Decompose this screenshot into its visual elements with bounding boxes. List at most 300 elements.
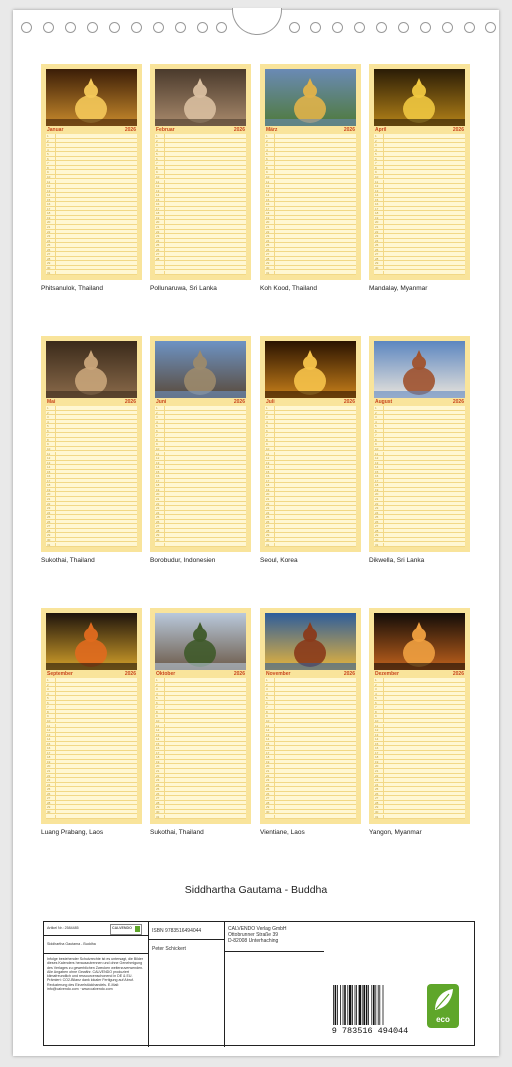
month-name: Oktober xyxy=(156,671,176,677)
day-number: 30 xyxy=(47,265,51,270)
month-august xyxy=(369,336,470,552)
day-number: 19 xyxy=(375,487,379,492)
day-number: 3 xyxy=(156,143,158,148)
day-number: 11 xyxy=(375,179,379,184)
binding-ring xyxy=(354,22,365,33)
day-number: 13 xyxy=(47,460,51,465)
day-number: 17 xyxy=(47,206,51,211)
day-number: 20 xyxy=(156,764,160,769)
day-number: 5 xyxy=(156,152,158,157)
day-number: 17 xyxy=(47,750,51,755)
day-number: 7 xyxy=(47,161,49,166)
day-number: 6 xyxy=(375,428,377,433)
day-number: 14 xyxy=(156,193,160,198)
photo-caption: Dikwella, Sri Lanka xyxy=(369,557,425,564)
day-number: 10 xyxy=(47,174,51,179)
month-mai xyxy=(41,336,142,552)
day-divider xyxy=(164,815,165,820)
day-number: 19 xyxy=(266,215,270,220)
day-number: 6 xyxy=(266,156,268,161)
day-number: 19 xyxy=(266,759,270,764)
day-number: 1 xyxy=(266,678,268,682)
company-address: CALVENDO Verlag GmbH Ottobrunner Straße 39 D-82008 Unterhaching xyxy=(225,922,324,952)
photo-caption: Yangon, Myanmar xyxy=(369,829,422,836)
day-number: 26 xyxy=(266,247,270,252)
day-number: 24 xyxy=(47,238,51,243)
barcode-bar xyxy=(349,985,351,1025)
day-number: 11 xyxy=(47,723,51,728)
day-number: 3 xyxy=(156,687,158,692)
day-number: 23 xyxy=(156,778,160,783)
day-number: 17 xyxy=(266,750,270,755)
day-number: 5 xyxy=(375,152,377,157)
day-divider xyxy=(383,271,384,276)
day-number: 21 xyxy=(47,225,51,229)
day-number: 9 xyxy=(266,714,268,719)
day-number: 18 xyxy=(47,755,51,760)
day-number: 15 xyxy=(156,469,160,474)
day-number: 12 xyxy=(266,728,270,733)
day-number: 27 xyxy=(156,524,160,529)
month-year: 2026 xyxy=(124,399,136,405)
month-header xyxy=(265,127,356,134)
day-number: 25 xyxy=(47,787,51,792)
day-number: 30 xyxy=(266,809,270,814)
day-number: 14 xyxy=(266,737,270,742)
day-number: 23 xyxy=(375,506,379,511)
eco-badge xyxy=(427,984,459,1028)
barcode-bar xyxy=(373,985,375,1025)
day-number: 23 xyxy=(47,234,51,239)
article-number-cell xyxy=(44,922,149,936)
day-number: 5 xyxy=(375,696,377,701)
day-number: 19 xyxy=(375,759,379,764)
day-number: 15 xyxy=(375,469,379,474)
day-number: 25 xyxy=(156,787,160,792)
day-number: 12 xyxy=(375,184,379,189)
day-number: 22 xyxy=(266,229,270,234)
day-number: 25 xyxy=(156,243,160,248)
leaf-icon xyxy=(427,984,459,1016)
binding-ring xyxy=(464,22,475,33)
day-number: 22 xyxy=(47,229,51,234)
day-number: 29 xyxy=(47,533,51,538)
month-photo xyxy=(374,341,465,398)
binding-ring xyxy=(175,22,186,33)
day-number: 24 xyxy=(266,238,270,243)
day-number: 10 xyxy=(266,718,270,723)
day-number: 25 xyxy=(266,787,270,792)
day-number: 6 xyxy=(47,700,49,705)
day-number: 10 xyxy=(375,174,379,179)
day-number: 13 xyxy=(156,460,160,465)
publisher-info-box xyxy=(43,921,475,1046)
day-number: 27 xyxy=(375,524,379,529)
day-number: 11 xyxy=(266,179,270,184)
day-divider xyxy=(383,815,384,820)
day-number: 24 xyxy=(47,782,51,787)
day-row xyxy=(374,271,465,276)
day-number: 10 xyxy=(375,718,379,723)
day-number: 7 xyxy=(375,705,377,710)
day-number: 12 xyxy=(156,456,160,461)
day-number: 23 xyxy=(266,234,270,239)
day-row xyxy=(374,543,465,548)
day-number: 21 xyxy=(47,769,51,773)
day-number: 8 xyxy=(375,165,377,170)
binding-ring xyxy=(153,22,164,33)
month-header xyxy=(155,127,246,134)
day-number: 6 xyxy=(375,700,377,705)
day-number: 21 xyxy=(375,225,379,229)
day-number: 29 xyxy=(47,805,51,810)
day-number: 10 xyxy=(266,446,270,451)
day-grid xyxy=(265,406,356,547)
day-number: 9 xyxy=(156,714,158,719)
day-number: 18 xyxy=(375,211,379,216)
day-number: 18 xyxy=(266,483,270,488)
month-header xyxy=(374,671,465,678)
day-number: 26 xyxy=(156,247,160,252)
day-number: 7 xyxy=(156,705,158,710)
day-number: 14 xyxy=(375,737,379,742)
day-number: 10 xyxy=(156,174,160,179)
day-number: 3 xyxy=(47,687,49,692)
author-cell xyxy=(149,940,225,1047)
day-number: 21 xyxy=(375,769,379,773)
day-number: 3 xyxy=(156,415,158,420)
photo-caption: Borobudur, Indonesien xyxy=(150,557,216,564)
binding-ring xyxy=(289,22,300,33)
day-number: 14 xyxy=(266,193,270,198)
day-number: 5 xyxy=(375,424,377,429)
day-number: 13 xyxy=(266,188,270,193)
day-number: 2 xyxy=(156,682,158,687)
day-number: 28 xyxy=(156,800,160,805)
day-number: 17 xyxy=(375,206,379,211)
barcode-bar xyxy=(340,985,341,1025)
day-number: 25 xyxy=(266,243,270,248)
month-name: März xyxy=(266,127,278,133)
day-number: 6 xyxy=(156,700,158,705)
month-juni xyxy=(150,336,251,552)
day-number: 5 xyxy=(266,424,268,429)
month-september xyxy=(41,608,142,824)
day-number: 15 xyxy=(156,741,160,746)
day-number: 3 xyxy=(375,415,377,420)
binding-ring xyxy=(376,22,387,33)
day-number: 3 xyxy=(375,143,377,148)
day-number: 5 xyxy=(156,424,158,429)
barcode-bar xyxy=(362,985,363,1025)
day-number: 15 xyxy=(47,197,51,202)
month-year: 2026 xyxy=(124,671,136,677)
day-number: 6 xyxy=(47,428,49,433)
day-number: 9 xyxy=(156,442,158,447)
day-number: 2 xyxy=(266,138,268,143)
barcode-bar xyxy=(371,985,372,1025)
day-number: 4 xyxy=(375,691,377,696)
binding-ring xyxy=(131,22,142,33)
day-number: 28 xyxy=(156,256,160,261)
legal-text: Infolge bestehender Schutzrechte ist es untersagt, die Bilder dieses Kalenders herauszutrennen und ohne Genehmigung des Verlages zu gewerblichen Zwecken weiterzuverwenden. Alle Angaben ohne Gewähr. CALVENDO produziert klimafreundlich und ressourcenschonend in DE & EU. Prämiert: CO2-Bilanz dank lokaler Fertigung auf Abruf. Reduzierung des Einzelstückhandels. E-Mail: info@calvendo.com · www.calvendo.com xyxy=(47,957,144,992)
month-dezember xyxy=(369,608,470,824)
day-number: 19 xyxy=(375,215,379,220)
day-number: 17 xyxy=(375,750,379,755)
barcode-bar xyxy=(368,985,369,1025)
day-number: 29 xyxy=(156,533,160,538)
photo-caption: Vientiane, Laos xyxy=(260,829,305,836)
day-number: 18 xyxy=(266,755,270,760)
day-number: 10 xyxy=(47,446,51,451)
day-number: 10 xyxy=(156,718,160,723)
day-number: 19 xyxy=(156,215,160,220)
day-number: 19 xyxy=(156,759,160,764)
day-number: 6 xyxy=(47,156,49,161)
day-number: 18 xyxy=(47,211,51,216)
day-number: 25 xyxy=(375,243,379,248)
photo-caption: Sukothai, Thailand xyxy=(41,557,95,564)
day-number: 9 xyxy=(47,170,49,175)
day-number: 21 xyxy=(266,769,270,773)
day-number: 15 xyxy=(266,469,270,474)
photo-caption: Sukothai, Thailand xyxy=(150,829,204,836)
day-number: 15 xyxy=(266,197,270,202)
day-number: 26 xyxy=(156,791,160,796)
day-number: 15 xyxy=(47,469,51,474)
day-number: 24 xyxy=(47,510,51,515)
day-number: 16 xyxy=(47,474,51,479)
day-number: 25 xyxy=(47,243,51,248)
day-number: 20 xyxy=(156,492,160,497)
day-number: 23 xyxy=(266,506,270,511)
day-number: 16 xyxy=(156,474,160,479)
day-divider xyxy=(55,271,56,276)
day-number: 17 xyxy=(156,750,160,755)
day-number: 30 xyxy=(156,537,160,542)
day-number: 28 xyxy=(156,528,160,533)
day-number: 11 xyxy=(47,179,51,184)
day-number: 9 xyxy=(266,442,268,447)
month-header xyxy=(46,127,137,134)
day-number: 26 xyxy=(266,519,270,524)
day-number: 29 xyxy=(375,261,379,266)
day-number: 7 xyxy=(375,433,377,438)
binding-ring xyxy=(485,22,496,33)
day-number: 16 xyxy=(266,474,270,479)
calendar-title: Siddhartha Gautama - Buddha xyxy=(184,884,328,896)
day-number: 15 xyxy=(375,741,379,746)
day-number: 28 xyxy=(266,528,270,533)
day-number: 18 xyxy=(266,211,270,216)
day-number: 4 xyxy=(156,147,158,152)
day-number: 16 xyxy=(375,746,379,751)
day-number: 11 xyxy=(156,179,160,184)
barcode-bar xyxy=(355,985,356,1025)
month-photo xyxy=(155,69,246,126)
calvendo-leaf-icon xyxy=(135,926,140,932)
day-number: 14 xyxy=(156,465,160,470)
day-number: 23 xyxy=(375,778,379,783)
month-photo xyxy=(46,341,137,398)
day-row xyxy=(265,815,356,820)
day-number: 4 xyxy=(156,691,158,696)
day-number: 31 xyxy=(47,270,51,275)
day-number: 20 xyxy=(156,220,160,225)
day-number: 11 xyxy=(375,723,379,728)
barcode-bar xyxy=(375,985,376,1025)
day-grid xyxy=(155,406,246,547)
day-number: 28 xyxy=(375,528,379,533)
isbn-label: ISBN 9783516494044 xyxy=(152,928,202,934)
day-number: 7 xyxy=(266,433,268,438)
day-number: 29 xyxy=(266,805,270,810)
day-number: 25 xyxy=(47,515,51,520)
day-number: 15 xyxy=(375,197,379,202)
day-number: 1 xyxy=(156,406,158,410)
day-number: 9 xyxy=(156,170,158,175)
day-divider xyxy=(274,271,275,276)
day-divider xyxy=(383,543,384,548)
day-number: 31 xyxy=(375,814,379,819)
day-number: 2 xyxy=(266,410,268,415)
month-header xyxy=(265,399,356,406)
month-april xyxy=(369,64,470,280)
day-number: 15 xyxy=(156,197,160,202)
day-number: 12 xyxy=(47,456,51,461)
day-number: 4 xyxy=(375,147,377,152)
day-number: 9 xyxy=(266,170,268,175)
day-number: 24 xyxy=(156,510,160,515)
binding-ring xyxy=(109,22,120,33)
day-number: 20 xyxy=(47,492,51,497)
day-number: 14 xyxy=(47,737,51,742)
day-number: 3 xyxy=(375,687,377,692)
day-number: 3 xyxy=(266,687,268,692)
day-number: 12 xyxy=(47,184,51,189)
month-februar xyxy=(150,64,251,280)
photo-caption: Luang Prabang, Laos xyxy=(41,829,104,836)
day-number: 21 xyxy=(156,769,160,773)
month-year: 2026 xyxy=(124,127,136,133)
month-year: 2026 xyxy=(452,399,464,405)
day-grid xyxy=(155,678,246,819)
photo-caption: Mandalay, Myanmar xyxy=(369,285,428,292)
day-number: 31 xyxy=(375,542,379,547)
month-photo xyxy=(46,69,137,126)
day-number: 11 xyxy=(156,723,160,728)
month-name: Dezember xyxy=(375,671,399,677)
eco-label: eco xyxy=(436,1015,450,1024)
day-number: 13 xyxy=(375,188,379,193)
day-number: 14 xyxy=(47,465,51,470)
day-number: 25 xyxy=(375,787,379,792)
day-row xyxy=(155,815,246,820)
day-number: 14 xyxy=(47,193,51,198)
photo-caption: Phitsanulok, Thailand xyxy=(41,285,104,292)
month-year: 2026 xyxy=(233,671,245,677)
day-number: 5 xyxy=(47,696,49,701)
month-header xyxy=(374,399,465,406)
day-number: 15 xyxy=(47,741,51,746)
isbn-cell xyxy=(149,922,225,940)
month-photo xyxy=(265,613,356,670)
day-number: 26 xyxy=(156,519,160,524)
day-number: 27 xyxy=(375,252,379,257)
day-number: 24 xyxy=(156,782,160,787)
day-number: 12 xyxy=(266,456,270,461)
day-number: 23 xyxy=(47,506,51,511)
barcode-bar xyxy=(337,985,338,1025)
day-number: 11 xyxy=(47,451,51,456)
day-number: 24 xyxy=(266,510,270,515)
month-name: Juni xyxy=(156,399,167,405)
day-number: 4 xyxy=(47,691,49,696)
day-number: 26 xyxy=(375,791,379,796)
day-number: 27 xyxy=(266,524,270,529)
month-märz xyxy=(260,64,361,280)
binding-ring xyxy=(442,22,453,33)
day-number: 6 xyxy=(266,428,268,433)
day-number: 25 xyxy=(375,515,379,520)
month-year: 2026 xyxy=(233,127,245,133)
day-number: 8 xyxy=(47,165,49,170)
day-number: 13 xyxy=(375,732,379,737)
photo-caption: Seoul, Korea xyxy=(260,557,298,564)
day-number: 5 xyxy=(156,696,158,701)
day-number: 29 xyxy=(266,261,270,266)
day-number: 11 xyxy=(375,451,379,456)
day-number: 16 xyxy=(266,746,270,751)
barcode-bar xyxy=(335,985,337,1025)
day-number: 12 xyxy=(375,728,379,733)
day-number: 26 xyxy=(375,247,379,252)
day-number: 8 xyxy=(266,165,268,170)
day-number: 19 xyxy=(47,759,51,764)
day-number: 3 xyxy=(266,415,268,420)
day-number: 2 xyxy=(47,682,49,687)
day-number: 1 xyxy=(375,134,377,138)
day-number: 10 xyxy=(47,718,51,723)
month-photo xyxy=(46,613,137,670)
month-year: 2026 xyxy=(343,127,355,133)
day-number: 6 xyxy=(375,156,377,161)
day-number: 12 xyxy=(47,728,51,733)
day-number: 22 xyxy=(156,229,160,234)
day-number: 7 xyxy=(156,161,158,166)
day-number: 4 xyxy=(47,147,49,152)
day-number: 17 xyxy=(47,478,51,483)
day-number: 31 xyxy=(266,270,270,275)
day-number: 7 xyxy=(47,705,49,710)
month-november xyxy=(260,608,361,824)
binding-ring xyxy=(332,22,343,33)
day-number: 28 xyxy=(47,528,51,533)
month-januar xyxy=(41,64,142,280)
calvendo-logo: CALVENDO xyxy=(110,924,142,935)
day-number: 22 xyxy=(375,773,379,778)
binding-ring xyxy=(65,22,76,33)
day-number: 2 xyxy=(47,138,49,143)
day-number: 26 xyxy=(47,791,51,796)
day-number: 14 xyxy=(375,465,379,470)
day-number: 20 xyxy=(266,492,270,497)
day-number: 19 xyxy=(156,487,160,492)
month-header xyxy=(46,671,137,678)
day-number: 1 xyxy=(266,406,268,410)
barcode-bar xyxy=(347,985,348,1025)
day-number: 16 xyxy=(47,202,51,207)
